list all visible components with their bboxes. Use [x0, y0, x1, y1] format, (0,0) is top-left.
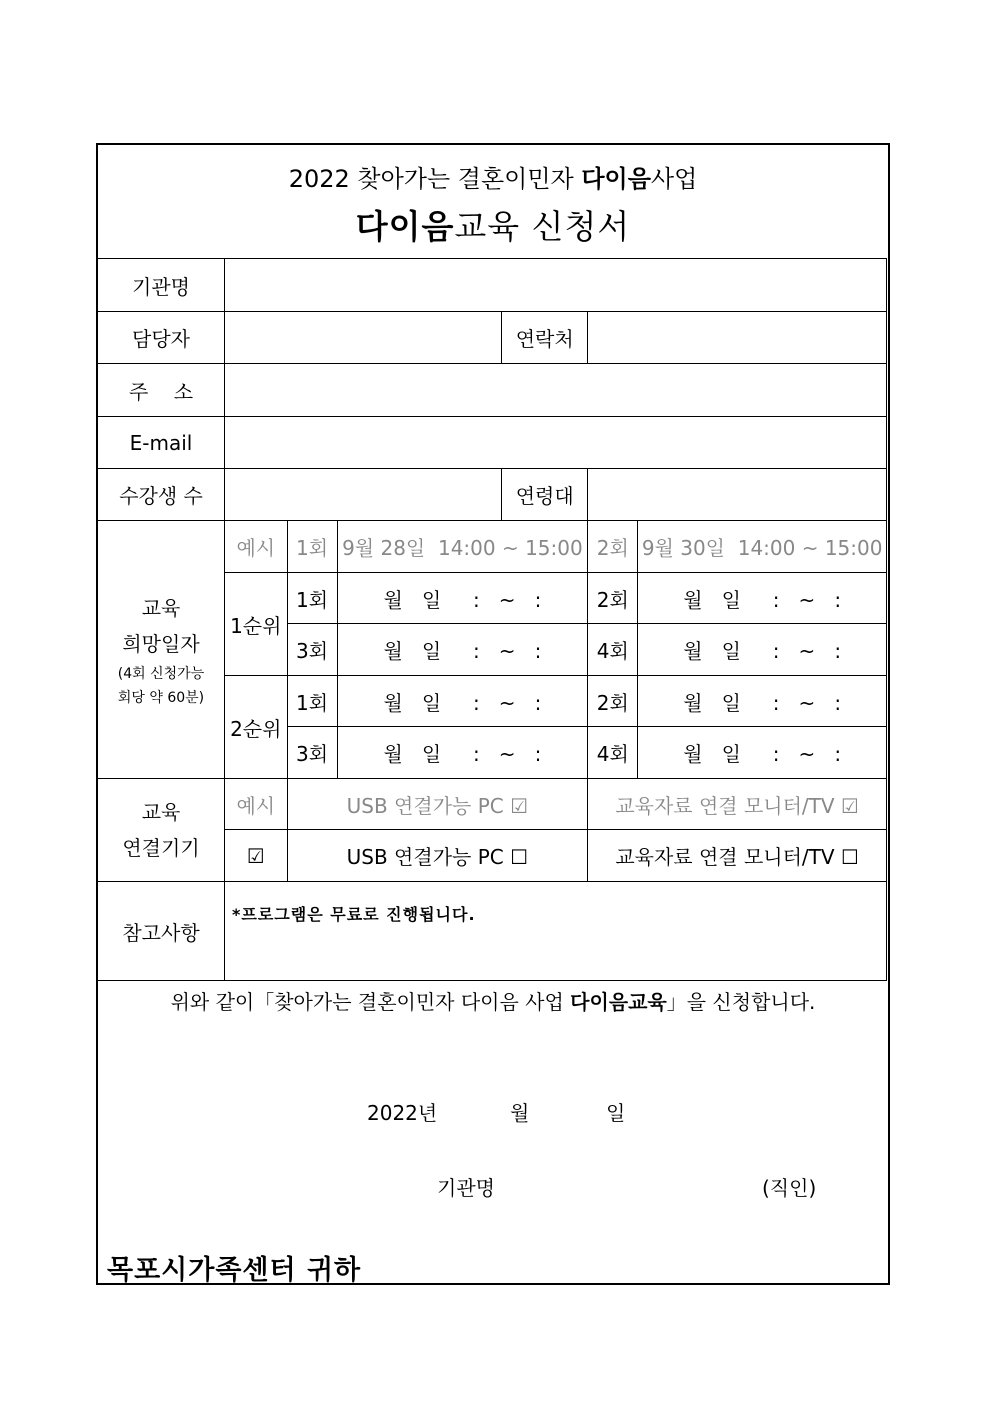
device-example-label: 예시: [225, 779, 287, 830]
contact-label: 연락처: [502, 312, 588, 364]
form-table: [97, 258, 887, 981]
manager-field[interactable]: [225, 312, 502, 364]
p2-session-3: 3회: [287, 727, 337, 779]
form-subtitle: 2022 찾아가는 결혼이민자 다이음사업: [288, 165, 698, 193]
org-name-label: 기관명: [98, 259, 225, 312]
students-label: 수강생 수: [98, 469, 225, 521]
example-date-2: 9월 30일 14:00 ~ 15:00: [638, 521, 887, 573]
p2-session-2: 2회: [588, 676, 638, 727]
addressee: 목포시가족센터 귀하: [107, 1255, 362, 1286]
example-pc-option: USB 연결가능 PC ☑: [287, 779, 588, 830]
pc-checkbox[interactable]: USB 연결가능 PC ☐: [287, 830, 588, 882]
sign-year[interactable]: 2022년: [367, 1101, 438, 1125]
p1-date-4[interactable]: 월 일 : ~ :: [638, 624, 887, 676]
schedule-label: [98, 521, 225, 779]
declaration: 위와 같이「찾아가는 결혼이민자 다이음 사업 다이음교육」을 신청합니다.: [170, 990, 816, 1014]
p1-date-2[interactable]: 월 일 : ~ :: [638, 573, 887, 624]
example-tv-option: 교육자료 연결 모니터/TV ☑: [588, 779, 887, 830]
priority-2-label: 2순위: [225, 676, 287, 779]
form-footer: [98, 980, 888, 1285]
p2-date-2[interactable]: 월 일 : ~ :: [638, 676, 887, 727]
org-name-field[interactable]: [225, 259, 887, 312]
manager-label: 담당자: [98, 312, 225, 364]
example-session-2: 2회: [588, 521, 638, 573]
schedule-label-line1: 교육: [141, 595, 181, 620]
p1-session-1: 1회: [287, 573, 337, 624]
address-field[interactable]: [225, 364, 887, 417]
p2-date-1[interactable]: 월 일 : ~ :: [337, 676, 588, 727]
sign-month[interactable]: 월: [510, 1101, 530, 1125]
sign-org-label: 기관명: [437, 1176, 495, 1200]
schedule-note-line2: 회당 약 60분): [117, 689, 205, 706]
schedule-label-line2: 희망일자: [122, 631, 200, 656]
device-check-icon: ☑: [225, 830, 287, 882]
p1-session-2: 2회: [588, 573, 638, 624]
p1-date-3[interactable]: 월 일 : ~ :: [337, 624, 588, 676]
priority-1-label: 1순위: [225, 573, 287, 676]
form-title: 다이음교육 신청서: [355, 207, 631, 246]
sign-day[interactable]: 일: [606, 1101, 626, 1125]
tv-checkbox[interactable]: 교육자료 연결 모니터/TV ☐: [588, 830, 887, 882]
p2-date-4[interactable]: 월 일 : ~ :: [638, 727, 887, 779]
p2-session-4: 4회: [588, 727, 638, 779]
age-label: 연령대: [502, 469, 588, 521]
address-label: 주 소: [98, 364, 225, 417]
contact-field[interactable]: [588, 312, 887, 364]
device-label: [98, 779, 225, 882]
form-header: [98, 145, 888, 258]
students-field[interactable]: [225, 469, 502, 521]
seal-label: (직인): [762, 1176, 817, 1200]
schedule-note-line1: (4회 신청가능: [117, 665, 205, 682]
p1-session-4: 4회: [588, 624, 638, 676]
email-field[interactable]: [225, 417, 887, 469]
age-field[interactable]: [588, 469, 887, 521]
email-label: E-mail: [98, 417, 225, 469]
example-date-1: 9월 28일 14:00 ~ 15:00: [337, 521, 588, 573]
application-form: [96, 143, 890, 1285]
p1-date-1[interactable]: 월 일 : ~ :: [337, 573, 588, 624]
example-session-1: 1회: [287, 521, 337, 573]
p1-session-3: 3회: [287, 624, 337, 676]
notes-text: *프로그램은 무료로 진행됩니다.: [225, 882, 887, 981]
schedule-example-label: 예시: [225, 521, 287, 573]
device-label-line1: 교육: [141, 800, 181, 824]
p2-session-1: 1회: [287, 676, 337, 727]
device-label-line2: 연결기기: [122, 836, 200, 860]
notes-label: 참고사항: [98, 882, 225, 981]
p2-date-3[interactable]: 월 일 : ~ :: [337, 727, 588, 779]
